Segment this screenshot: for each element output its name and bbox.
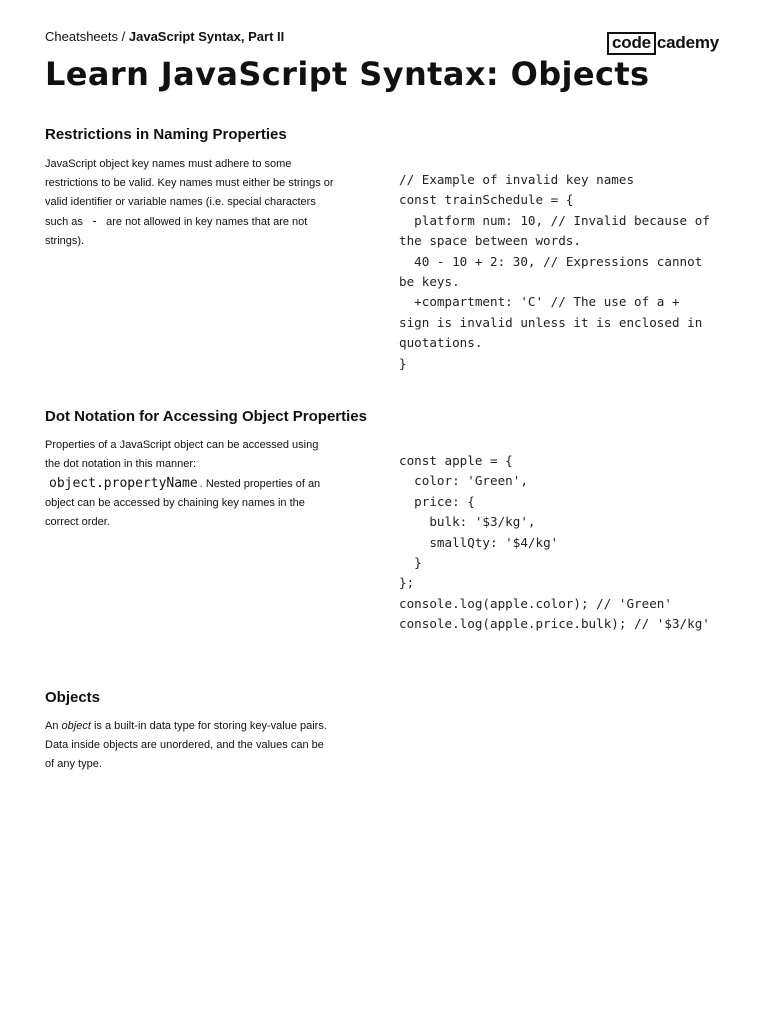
code-line: const trainSchedule = { [399, 192, 574, 208]
code-line: } [399, 555, 422, 571]
description-text: JavaScript object key names must adhere to some restrictions to be valid. Key names must either be strings or valid identifier or variable names (i.e. special characters such as [45, 158, 334, 228]
code-line: platform num: 10, // Invalid because of the space between words. [399, 212, 718, 249]
code-line: console.log(apple.color); // 'Green' [399, 595, 672, 611]
code-line: price: { [399, 493, 475, 509]
code-line: 40 - 10 + 2: 30, // Expressions cannot be keys. [399, 253, 710, 290]
logo-cademy-text: cademy [656, 33, 720, 52]
breadcrumb-current: JavaScript Syntax, Part II [128, 29, 285, 44]
code-line: const apple = { [399, 453, 513, 468]
description-text: are not allowed in key names that are not strings). [45, 216, 308, 247]
section-description-naming-restrictions [45, 155, 335, 251]
code-line: smallQty: '$4/kg' [399, 534, 559, 550]
description-text: is a built-in data type for storing key-value pairs. Data inside objects are unordered, and the values can be of any type. [45, 720, 327, 770]
code-line: } [399, 355, 407, 371]
description-text: Properties of a JavaScript object can be accessed using the dot notation in this manner: [45, 439, 319, 470]
section-heading-dot-notation: Dot Notation for Accessing Object Properties [45, 408, 367, 425]
code-line: // Example of invalid key names [399, 172, 635, 187]
section-heading-naming-restrictions: Restrictions in Naming Properties [45, 126, 287, 143]
code-example-dot-notation [399, 451, 714, 635]
section-description-objects [45, 717, 335, 774]
description-text: An [45, 720, 59, 732]
code-line: +compartment: 'C' // The use of a + sign is invalid unless it is enclosed in quotations. [399, 294, 710, 351]
special-character-example: - [90, 214, 99, 228]
breadcrumb-cheatsheets-link[interactable]: Cheatsheets [45, 29, 118, 44]
page-title: Learn JavaScript Syntax: Objects [45, 55, 650, 93]
code-line: console.log(apple.price.bulk); // '$3/kg' [399, 616, 710, 632]
code-line: }; [399, 575, 415, 591]
code-line: bulk: '$3/kg', [399, 514, 536, 530]
code-example-invalid-keys [399, 170, 718, 374]
code-line: color: 'Green', [399, 473, 528, 489]
section-heading-objects: Objects [45, 689, 101, 706]
breadcrumb [45, 28, 284, 46]
inline-code-property-access: object.propertyName [49, 476, 198, 491]
emphasized-term: object [61, 720, 91, 732]
section-description-dot-notation [45, 436, 335, 532]
description-text: . Nested properties of an object can be accessed by chaining key names in the correct order. [45, 478, 321, 528]
breadcrumb-separator: / [121, 29, 126, 44]
logo-code-box: code [607, 32, 656, 55]
